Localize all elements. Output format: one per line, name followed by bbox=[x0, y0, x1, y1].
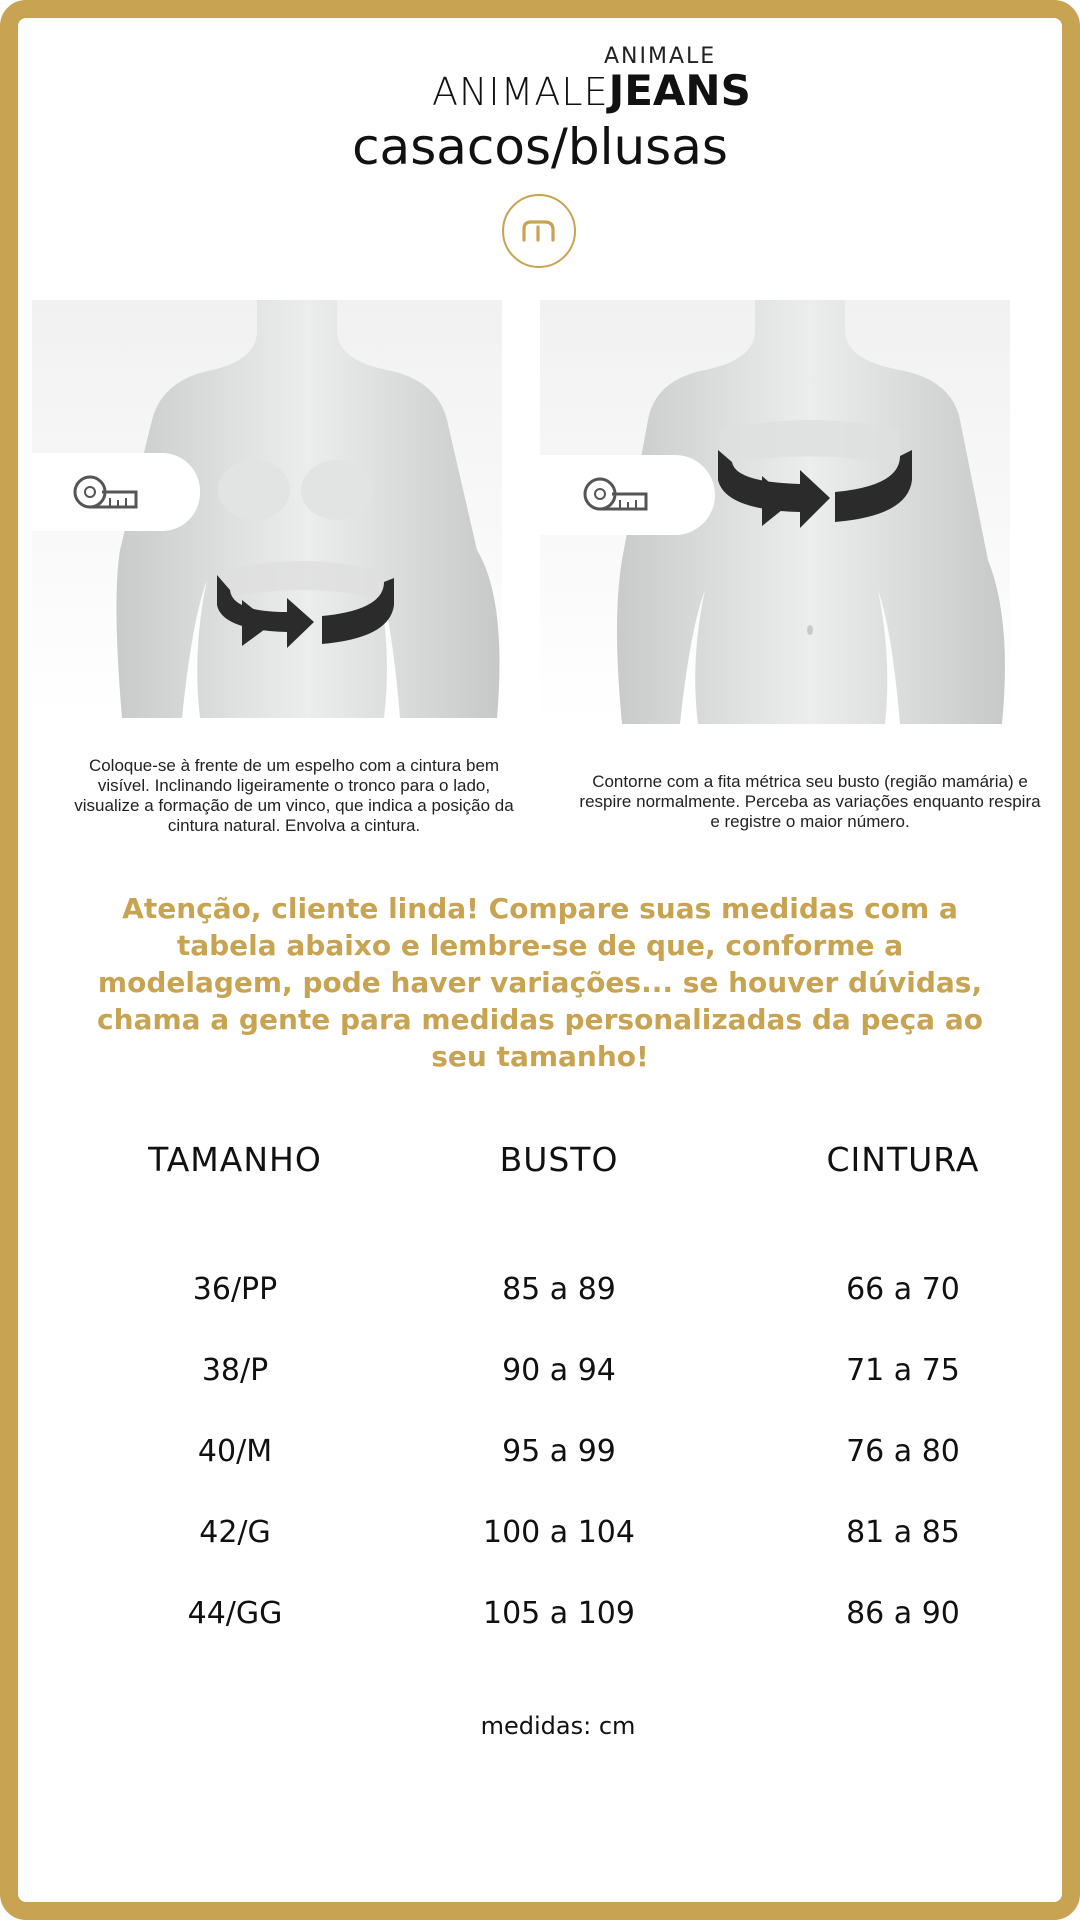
waist-caption: Coloque-se à frente de um espelho com a cintura bem visível. Inclinando ligeiramente o tronco para o lado, visualize a formação de um vinco, que indica a posição da cintura natural. Envolva a cintura. bbox=[74, 756, 514, 835]
table-cell: 66 a 70 bbox=[846, 1272, 960, 1307]
header-tamanho: TAMANHO bbox=[148, 1140, 322, 1179]
table-cell: 81 a 85 bbox=[846, 1515, 960, 1550]
table-cell: 76 a 80 bbox=[846, 1434, 960, 1469]
table-cell: 71 a 75 bbox=[846, 1353, 960, 1388]
table-cell: 38/P bbox=[201, 1353, 269, 1388]
page-title: casacos/blusas bbox=[352, 118, 728, 176]
bust-caption: Contorne com a fita métrica seu busto (região mamária) e respire normalmente. Perceba as variações enquanto respira e registre o maior número. bbox=[579, 772, 1041, 831]
waist-figure bbox=[32, 300, 502, 718]
brand-logo-thin: ANIMALE bbox=[432, 70, 609, 114]
brand-logo-top: ANIMALE bbox=[604, 44, 717, 69]
table-cell: 100 a 104 bbox=[483, 1515, 635, 1550]
table-cell: 40/M bbox=[197, 1434, 273, 1469]
m-monogram-icon bbox=[502, 194, 576, 268]
attention-note: Atenção, cliente linda! Compare suas medidas com a tabela abaixo e lembre-se de que, conforme a modelagem, pode haver variações... se houver dúvidas, chama a gente para medidas personalizadas da peça ao seu tamanho! bbox=[97, 892, 983, 1073]
brand-logo-bold: JEANS bbox=[608, 66, 751, 115]
units-note: medidas: cm bbox=[480, 1712, 636, 1740]
table-cell: 36/PP bbox=[192, 1272, 278, 1307]
table-cell: 44/GG bbox=[187, 1596, 283, 1631]
bust-figure bbox=[540, 300, 1010, 724]
table-cell: 105 a 109 bbox=[483, 1596, 635, 1631]
table-cell: 95 a 99 bbox=[502, 1434, 616, 1469]
table-cell: 90 a 94 bbox=[502, 1353, 616, 1388]
table-cell: 86 a 90 bbox=[846, 1596, 960, 1631]
brand-logo bbox=[432, 66, 751, 115]
table-cell: 85 a 89 bbox=[502, 1272, 616, 1307]
table-cell: 42/G bbox=[199, 1515, 271, 1550]
header-busto: BUSTO bbox=[499, 1140, 619, 1179]
header-cintura: CINTURA bbox=[826, 1140, 980, 1179]
